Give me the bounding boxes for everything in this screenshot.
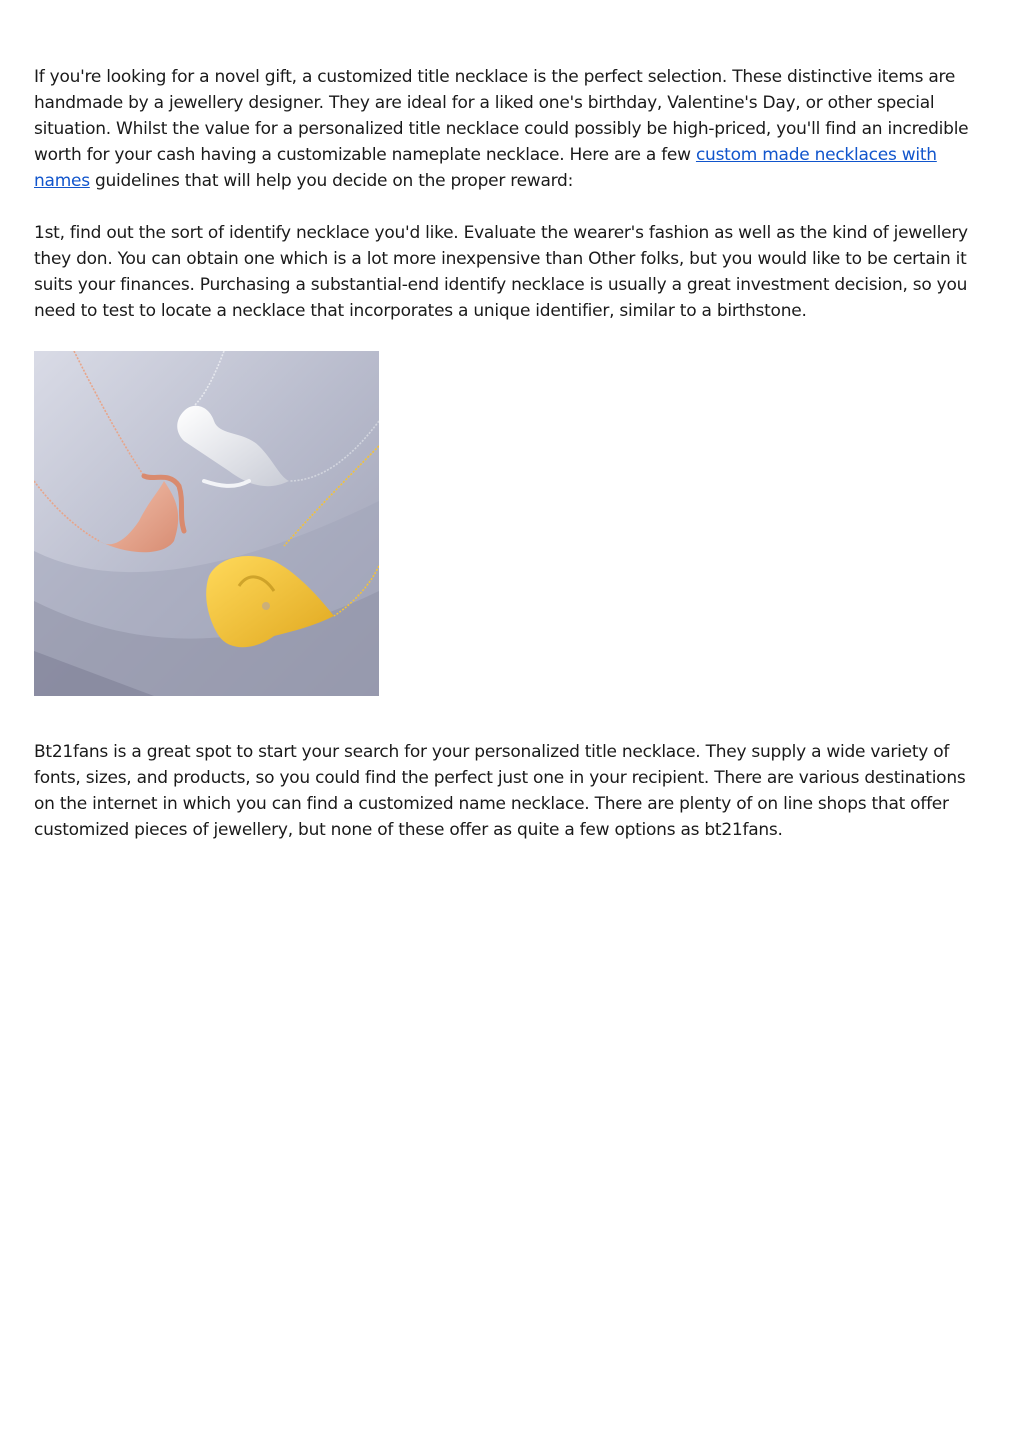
paragraph-intro	[34, 64, 990, 194]
necklace-illustration	[34, 351, 379, 696]
document-body	[34, 64, 990, 843]
paragraph-intro-text-end: guidelines that will help you decide on the proper reward:	[89, 171, 574, 191]
paragraph-intro-text: If you're looking for a novel gift, a customized title necklace is the perfect selection. These distinctive items are handmade by a jewellery designer. They are ideal for a liked one's birthday, Valentine's Day, or other special situation. Whilst the value for a personalized title necklace could possibly be high-priced, you'll find an incredible worth for your cash having a customizable nameplate necklace. Here are a few	[34, 67, 969, 165]
necklace-photo	[34, 351, 379, 696]
paragraph-bt21fans: Bt21fans is a great spot to start your search for your personalized title necklace. They supply a wide variety of fonts, sizes, and products, so you could find the perfect just one in your recipient. There are various destinations on the internet in which you can find a customized name necklace. There are plenty of on line shops that offer customized pieces of jewellery, but none of these offer as quite a few options as bt21fans.	[34, 742, 966, 840]
custom-necklaces-link[interactable]: custom made necklaces with names	[34, 145, 937, 191]
paragraph-tips: 1st, find out the sort of identify necklace you'd like. Evaluate the wearer's fashion as well as the kind of jewellery they don. You can obtain one which is a lot more inexpensive than Other folks, but you would like to be certain it suits your finances. Purchasing a substantial-end identify necklace is usually a great investment decision, so you need to test to locate a necklace that incorporates a unique identifier, similar to a birthstone.	[34, 223, 968, 321]
